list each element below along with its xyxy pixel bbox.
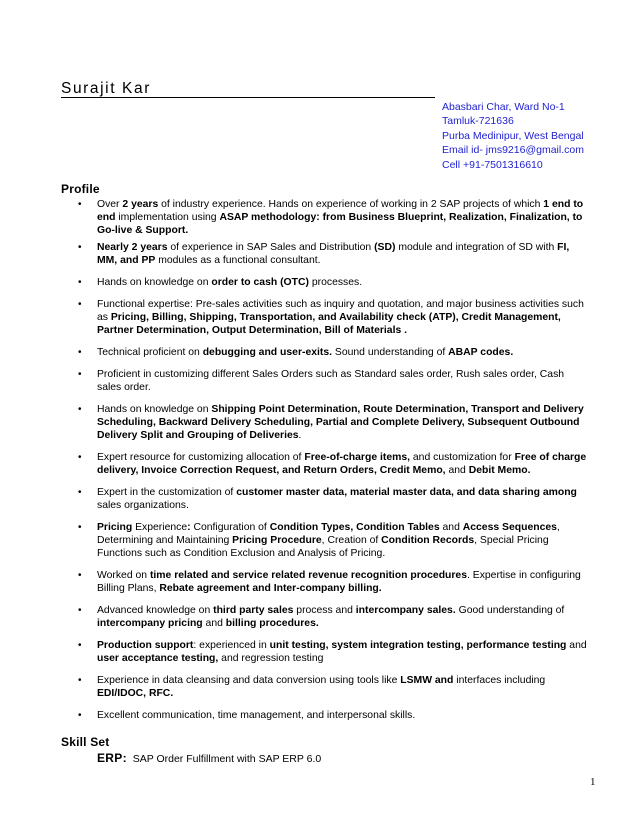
bullet-icon: •: [78, 487, 82, 498]
profile-item-text: Shipping Point Determination, Route Determination, Transport and Delivery Scheduling, Backward Delivery Scheduling, Partial and Complete Delivery, Subsequent Outbound Delivery Split and Grouping of Deliveries: [97, 404, 584, 441]
profile-item-text: Advanced knowledge on: [97, 605, 214, 616]
profile-heading: Profile: [61, 182, 100, 196]
profile-item: [78, 346, 591, 359]
profile-item-text: of industry experience. Hands on experience of working in 2 SAP projects of which: [158, 199, 544, 210]
profile-item-text: ABAP codes.: [448, 347, 514, 358]
profile-item-text: : experienced in: [193, 640, 270, 651]
bullet-icon: •: [78, 710, 82, 721]
profile-item-text: Experience in data cleansing and data conversion using tools like: [97, 675, 401, 686]
profile-item-text: intercompany sales.: [355, 605, 456, 616]
profile-item-text: Technical proficient on: [97, 347, 203, 358]
profile-item-text: of experience in SAP Sales and Distribution: [167, 242, 375, 253]
profile-item-text: Experience: [132, 522, 188, 533]
profile-item-text: user acceptance testing,: [97, 653, 219, 664]
profile-list: [78, 198, 591, 722]
profile-item-text: Functional expertise: Pre-sales activities such as inquiry and quotation, and major business activities such as: [97, 299, 584, 323]
profile-item-text: Proficient in customizing different Sales Orders such as Standard sales order, Rush sales order, Cash sales order.: [97, 369, 565, 393]
profile-item: [78, 298, 591, 337]
profile-item-text: Excellent communication, time management, and interpersonal skills.: [97, 710, 416, 721]
profile-item: [78, 521, 591, 560]
bullet-icon: •: [78, 522, 82, 533]
profile-item-text: and: [439, 522, 463, 533]
profile-item: [78, 403, 591, 442]
skill-erp-label: ERP:: [97, 751, 127, 765]
profile-item-text: and: [445, 465, 469, 476]
bullet-icon: •: [78, 347, 82, 358]
bullet-icon: •: [78, 199, 82, 210]
bullet-icon: •: [78, 404, 82, 415]
candidate-name: Surajit Kar: [61, 80, 435, 98]
profile-item-text: processes.: [308, 277, 363, 288]
profile-item-text: Free of charge delivery, Invoice Correction Request, and Return Orders, Credit Memo,: [97, 452, 587, 476]
email-line: Email id- jms9216@gmail.com: [442, 144, 584, 157]
profile-item-text: , Special Pricing Functions such as Condition Exclusion and Analysis of Pricing.: [97, 535, 549, 559]
profile-item-text: and: [566, 640, 587, 651]
profile-item-text: .: [298, 430, 302, 441]
profile-item-text: EDI/IDOC, RFC.: [97, 688, 174, 699]
profile-item-text: implementation using: [115, 212, 220, 223]
bullet-icon: •: [78, 277, 82, 288]
bullet-icon: •: [78, 242, 82, 253]
profile-item: [78, 639, 591, 665]
bullet-icon: •: [78, 299, 82, 310]
profile-item-text: LSMW and: [400, 675, 454, 686]
bullet-icon: •: [78, 605, 82, 616]
bullet-icon: •: [78, 570, 82, 581]
profile-item-text: Pricing Procedure: [232, 535, 322, 546]
profile-item: [78, 451, 591, 477]
profile-item-text: Expert resource for customizing allocation of: [97, 452, 305, 463]
profile-item-text: Pricing: [97, 522, 133, 533]
profile-item-text: customer master data, material master data, and data sharing among: [236, 487, 577, 498]
profile-item-text: debugging and user-exits.: [202, 347, 333, 358]
profile-item-text: Hands on knowledge on: [97, 404, 212, 415]
profile-item-text: ASAP methodology: from Business Blueprint, Realization, Finalization, to Go-live & Support.: [97, 212, 583, 236]
profile-item-text: Worked on: [97, 570, 150, 581]
profile-item-text: :: [187, 522, 191, 533]
profile-item: [78, 674, 591, 700]
profile-item-text: . Expertise in configuring Billing Plans,: [97, 570, 581, 594]
profile-item-text: Rebate agreement and Inter-company billing.: [159, 583, 382, 594]
profile-item-text: , Creation of: [321, 535, 382, 546]
profile-item-text: Condition Types, Condition Tables: [269, 522, 440, 533]
skill-erp-line: [97, 751, 321, 766]
profile-item-text: (SD): [374, 242, 396, 253]
profile-item-text: unit testing, system integration testing, performance testing: [269, 640, 567, 651]
profile-item: [78, 241, 591, 267]
bullet-icon: •: [78, 369, 82, 380]
profile-item: [78, 604, 591, 630]
profile-item-text: Nearly 2 years: [97, 242, 168, 253]
profile-item-text: process and: [293, 605, 356, 616]
bullet-icon: •: [78, 640, 82, 651]
profile-item-text: sales organizations.: [97, 500, 189, 511]
profile-item-text: , Determining and Maintaining: [97, 522, 560, 546]
address-line-2: Tamluk-721636: [442, 115, 514, 128]
page-number: 1: [590, 776, 596, 788]
profile-item-text: Access Sequences: [462, 522, 557, 533]
contact-block: [442, 100, 584, 172]
profile-item-text: Over: [97, 199, 123, 210]
profile-item-text: Debit Memo.: [468, 465, 531, 476]
profile-item-text: Production support: [97, 640, 194, 651]
profile-item: [78, 709, 591, 722]
profile-item-text: time related and service related revenue recognition procedures: [149, 570, 467, 581]
profile-item-text: and customization for: [410, 452, 515, 463]
profile-item-text: Pricing, Billing, Shipping, Transportation, and Availability check (ATP), Credit Management, Partner Determination, Output Determination, Bill of Materials .: [97, 312, 561, 336]
profile-item-text: and regression testing: [218, 653, 324, 664]
phone-line: Cell +91-7501316610: [442, 158, 543, 171]
profile-item: [78, 368, 591, 394]
profile-item-text: Hands on knowledge on: [97, 277, 212, 288]
bullet-icon: •: [78, 675, 82, 686]
profile-item-text: Condition Records: [381, 535, 475, 546]
profile-item-text: 1 end to end: [97, 199, 584, 223]
profile-item-text: order to cash (OTC): [211, 277, 309, 288]
profile-item-text: module and integration of SD with: [395, 242, 558, 253]
profile-item-text: Free-of-charge items,: [304, 452, 411, 463]
profile-item-text: Sound understanding of: [332, 347, 449, 358]
profile-item-text: billing procedures.: [225, 618, 319, 629]
profile-item-text: Configuration of: [190, 522, 270, 533]
profile-item-text: Expert in the customization of: [97, 487, 237, 498]
profile-item-text: interfaces including: [453, 675, 546, 686]
bullet-icon: •: [78, 452, 82, 463]
profile-item: [78, 486, 591, 512]
profile-item: [78, 276, 591, 289]
profile-item-text: FI, MM, and PP: [97, 242, 570, 266]
profile-item: [78, 198, 591, 237]
profile-item-text: 2 years: [122, 199, 159, 210]
profile-item-text: intercompany pricing: [97, 618, 203, 629]
skill-erp-value: SAP Order Fulfillment with SAP ERP 6.0: [132, 753, 322, 765]
address-line-1: Abasbari Char, Ward No-1: [442, 101, 565, 113]
profile-item-text: Good understanding of: [455, 605, 565, 616]
profile-item-text: third party sales: [213, 605, 294, 616]
profile-item-text: and: [202, 618, 226, 629]
skill-set-heading: Skill Set: [61, 735, 110, 749]
profile-item: [78, 569, 591, 595]
profile-item-text: modules as a functional consultant.: [155, 255, 321, 266]
address-line-3: Purba Medinipur, West Bengal: [442, 129, 584, 142]
